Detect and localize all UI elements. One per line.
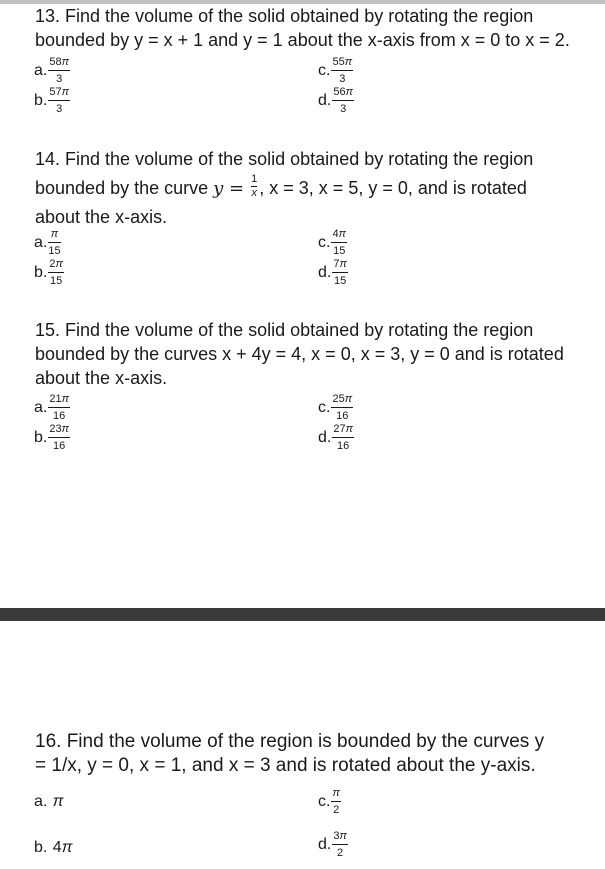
q15-option-b[interactable] xyxy=(34,423,70,452)
question-14 xyxy=(35,145,595,232)
fraction: $\frac{3\pi}{2}$ xyxy=(333,830,347,859)
fraction: $\frac{58\pi}{3}$ xyxy=(49,56,69,85)
q16-option-b[interactable]: b. 4 π xyxy=(34,839,73,856)
question-13-line-2: bounded by y = x + 1 and y = 1 about the x-axis from x = 0 to x = 2. xyxy=(35,30,570,50)
fraction: $\frac{\pi}{2}$ xyxy=(332,787,340,816)
q14-option-a[interactable] xyxy=(34,228,61,257)
q15-option-d[interactable] xyxy=(318,423,354,452)
q13-option-b[interactable] xyxy=(34,86,70,115)
option-label: c. xyxy=(318,792,331,810)
q15-option-c[interactable] xyxy=(318,393,353,422)
option-label: b. xyxy=(34,263,48,281)
question-15-line-3: about the x-axis. xyxy=(35,368,168,388)
option-label: c. xyxy=(318,233,331,251)
option-label: a. xyxy=(34,398,48,416)
option-label: d. xyxy=(318,428,332,446)
q13-option-c[interactable] xyxy=(318,56,353,85)
option-label: b. xyxy=(34,428,48,446)
pi-symbol: π xyxy=(52,793,64,810)
fraction: $\frac{55\pi}{3}$ xyxy=(332,56,353,85)
option-label: d. xyxy=(318,91,332,109)
fraction: $\frac{\pi}{15}$ xyxy=(48,228,61,257)
q15-option-a[interactable] xyxy=(34,393,70,422)
question-13-line-1: 13. Find the volume of the solid obtained by rotating the region xyxy=(35,6,534,26)
question-15 xyxy=(35,318,595,390)
question-14-line-3: about the x-axis. xyxy=(35,207,168,227)
option-label: c. xyxy=(318,61,331,79)
q16-option-c[interactable] xyxy=(318,787,341,816)
q14-option-b[interactable] xyxy=(34,258,64,287)
page-divider xyxy=(0,608,605,621)
fraction: $\frac{27\pi}{16}$ xyxy=(333,423,353,452)
fraction: $\frac{2\pi}{15}$ xyxy=(49,258,63,287)
fraction: $\frac{21\pi}{16}$ xyxy=(49,393,69,422)
fraction: $\frac{25\pi}{16}$ xyxy=(332,393,353,422)
question-14-line-1: 14. Find the volume of the solid obtained by rotating the region xyxy=(35,149,534,169)
q14-option-c[interactable] xyxy=(318,228,347,257)
option-label: b. xyxy=(34,839,48,856)
option-label: a. xyxy=(34,61,48,79)
question-14-line-2: bounded by the curve y = $\frac{1}{x}$ , x = 3, x = 5, y = 0, and is rotated xyxy=(35,172,527,199)
question-16-line-1: 16. Find the volume of the region is bounded by the curves y xyxy=(35,731,545,752)
question-15-line-1: 15. Find the volume of the solid obtained by rotating the region xyxy=(35,320,534,340)
fraction: $\frac{56\pi}{3}$ xyxy=(333,86,353,115)
option-label: c. xyxy=(318,398,331,416)
option-label: d. xyxy=(318,263,332,281)
q13-option-a[interactable] xyxy=(34,56,70,85)
option-label: d. xyxy=(318,835,332,853)
q16-option-a[interactable] xyxy=(34,793,64,811)
option-label: b. xyxy=(34,91,48,109)
question-15-line-2: bounded by the curves x + 4y = 4, x = 0, x = 3, y = 0 and is rotated xyxy=(35,344,564,364)
pi-symbol: π xyxy=(61,839,73,856)
fraction: $\frac{57\pi}{3}$ xyxy=(49,86,69,115)
question-16-line-2: = 1/x, y = 0, x = 1, and x = 3 and is rotated about the y-axis. xyxy=(35,755,536,776)
question-13 xyxy=(35,4,595,52)
option-label: a. xyxy=(34,793,48,810)
question-16 xyxy=(35,730,595,778)
q14-option-d[interactable] xyxy=(318,258,348,287)
fraction: $\frac{7\pi}{15}$ xyxy=(333,258,347,287)
q16-option-d[interactable] xyxy=(318,830,348,859)
fraction: $\frac{4\pi}{15}$ xyxy=(332,228,346,257)
option-label: a. xyxy=(34,233,48,251)
inline-fraction: $\frac{1}{x}$ xyxy=(251,172,258,199)
q13-option-d[interactable] xyxy=(318,86,354,115)
fraction: $\frac{23\pi}{16}$ xyxy=(49,423,69,452)
